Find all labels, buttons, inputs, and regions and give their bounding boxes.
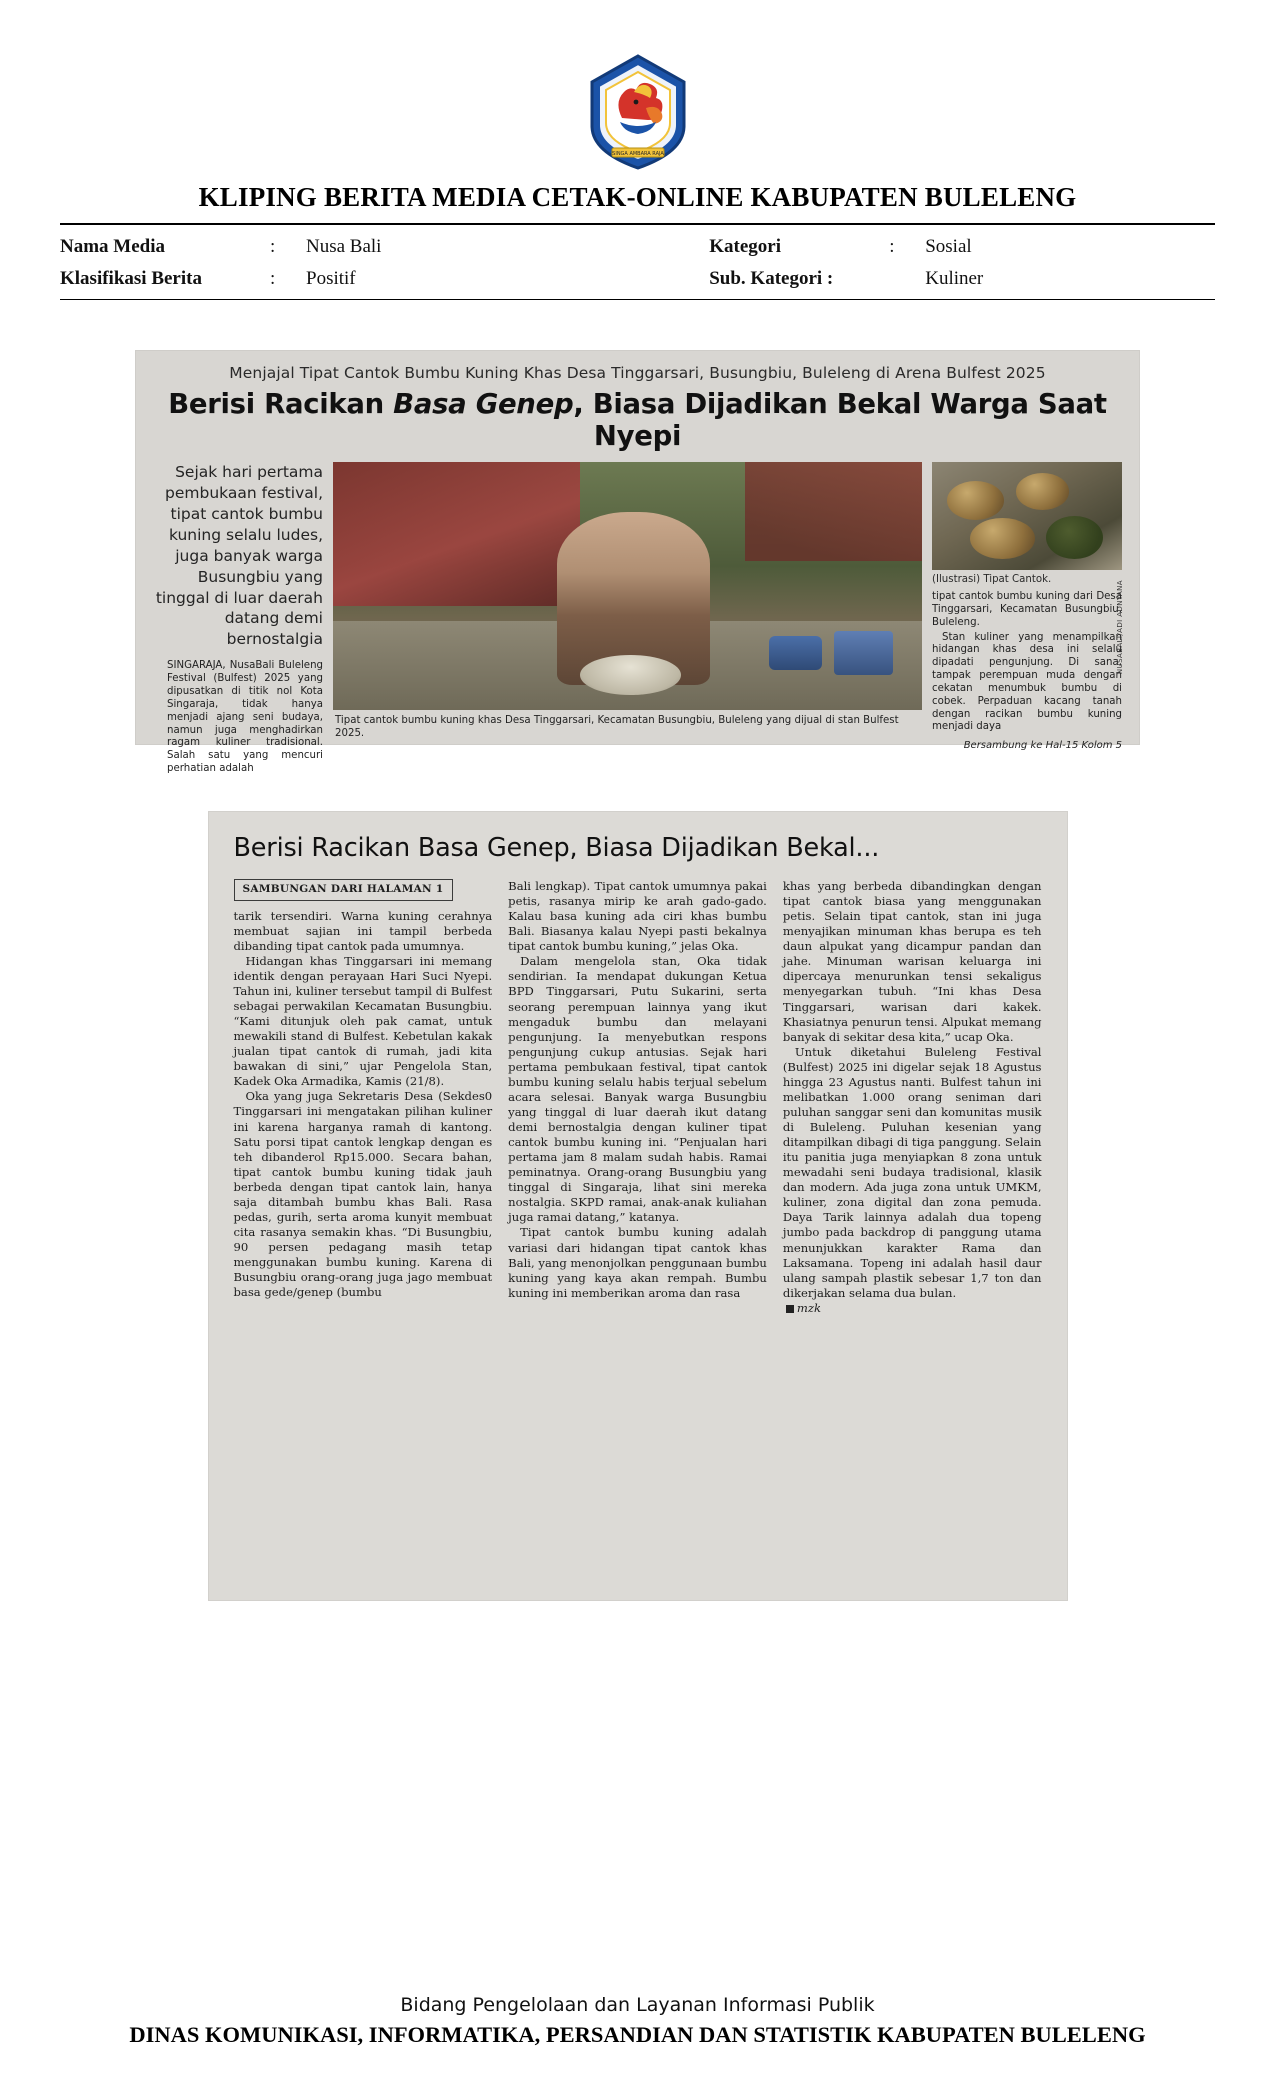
right-paragraph-2: Stan kuliner yang menampilkan hidangan khas desa ini selalu dipadati pengunjung. Di sana, tampak perempuan muda dengan cekatan menumbuk bumbu di cobek. Perpaduan kacang tanah dengan racikan bumbu kuning menjadi daya [932,631,1122,733]
clipping1-lead-body: SINGARAJA, NusaBali Buleleng Festival (Bulfest) 2025 yang dipusatkan di titik nol Kota Singaraja, tidak hanya menjadi ajang seni budaya, namun juga menghadirkan ragam kuliner tradisional. Salah satu yang mencuri perhatian adalah [167,660,323,775]
c1-paragraph-2: Hidangan khas Tinggarsari ini memang identik dengan perayaan Hari Suci Nyepi. Tahun ini, kuliner tersebut tampil di Bulfest sebagai perwakilan Kecamatan Busungbiu. “Kami ditunjuk oleh pak camat, untuk mewakili stand di Bulfest. Kebetulan kakak jualan tipat cantok di rumah, jadi kita bawakan di sini,” ujar Pengelola Stan, Kadek Oka Armadika, Kamis (21/8). [233,953,493,1089]
clipping1-center-column [333,462,922,776]
c3-paragraph-2: Untuk diketahui Buleleng Festival (Bulfest) 2025 ini digelar sejak 18 Agustus hingga 23 Agustus nanti. Bulfest tahun ini melibatkan 1.000 orang seniman dari puluhan sanggar seni dan komunitas musik di Buleleng. Puluhan kesenian yang ditampilkan dibagi di tiga panggung. Selain itu panitia juga menyiapkan 8 zona untuk mewadahi seni budaya tradisional, klasik dan modern. Ada juga zona untuk UMKM, kuliner, zona digital dan zona pemuda. Daya Tarik lainnya adalah dua topeng jumbo pada backdrop di panggung utama menunjukkan karakter Rama dan Laksamana. Topeng ini adalah hasil daur ulang sampah plastik sebesar 1,7 ton dan dikerjakan selama dua bulan. [782,1044,1042,1300]
footer-line-1: Bidang Pengelolaan dan Layanan Informasi Publik [400,1994,875,2016]
illustration-item-4 [1046,516,1103,559]
headline-italic: Basa Genep [393,388,574,420]
news-photo-caption: Tipat cantok bumbu kuning khas Desa Tinggarsari, Kecamatan Busungbiu, Buleleng yang dijual di stan Bulfest 2025. [335,715,899,739]
byline: mzk [796,1300,821,1315]
end-mark-icon [786,1305,794,1313]
label-klasifikasi-berita: Klasifikasi Berita [60,268,202,289]
colon-2: : [889,236,895,257]
table-row [60,231,1215,263]
clipping2-column-2 [508,879,767,1316]
label-sub-kategori: Sub. Kategori : [709,268,834,289]
clipping2-column-1 [234,879,493,1316]
page-footer [60,1994,1215,2048]
label-kategori: Kategori [709,236,781,257]
clipping1-right-text [932,591,1122,734]
logo-container [60,52,1215,172]
news-photo-illustration [932,462,1122,570]
right-paragraph-1: tipat cantok bumbu kuning dari Desa Tinggarsari, Kecamatan Busungbiu, Buleleng. [932,591,1122,628]
table-row [60,263,1215,295]
clipping1-right-column [932,462,1122,776]
buleleng-emblem-icon [584,52,692,172]
clipping2-column-3 [783,879,1042,1316]
byline-line [783,1301,1042,1316]
headline-part-1: Berisi Racikan [168,388,394,420]
photo-food-bowl [580,655,680,695]
metadata-table [60,231,1215,295]
news-photo-main [333,462,922,710]
clipping1-lead: Sejak hari pertama pembukaan festival, tipat cantok bumbu kuning selalu ludes, juga banyak warga Busungbiu yang tinggal di luar daerah datang demi bernostalgia [155,463,323,649]
news-clipping-continuation [208,811,1068,1601]
c2-paragraph-3: Tipat cantok bumbu kuning adalah variasi dari hidangan tipat cantok khas Bali, yang menonjolkan penggunaan bumbu kuning yang kaya akan rempah. Bumbu kuning ini memberikan aroma dan rasa [508,1225,767,1300]
colon-4 [889,263,911,295]
colon-1: : [270,236,276,257]
clipping1-left-column [153,462,323,776]
photo-backdrop-right [745,462,922,561]
colon-3: : [270,268,276,289]
c1-paragraph-1: tarik tersendiri. Warna kuning cerahnya membuat sajian ini tampil berbeda dibanding tipat cantok pada umumnya. [233,908,493,953]
c3-paragraph-1: khas yang berbeda dibandingkan dengan tipat cantok biasa yang menggunakan petis. Selain tipat cantok, stan ini juga menyajikan minuman khas berupa es teh daun alpukat yang dicampur pandan dan jahe. Minuman warisan keluarga ini dipercaya menurunkan tensi sekaligus menyegarkan tubuh. “Ini khas Desa Tinggarsari, warisan dari kakek. Khasiatnya penurun tensi. Alpukat memang banyak di sekitar desa kita,” ucap Oka. [782,879,1042,1044]
headline-part-2: , Biasa Dijadikan Bekal Warga Saat Nyepi [573,388,1107,452]
footer-line-2: DINAS KOMUNIKASI, INFORMATIKA, PERSANDIAN DAN STATISTIK KABUPATEN BULELENG [129,2022,1146,2047]
illustration-item-2 [1016,473,1069,510]
clipping1-kicker: Menjajal Tipat Cantok Bumbu Kuning Khas Desa Tinggarsari, Busungbiu, Buleleng di Arena Bulfest 2025 [229,364,1046,382]
clipping2-headline: Berisi Racikan Basa Genep, Biasa Dijadikan Bekal... [233,833,880,863]
c1-paragraph-3: Oka yang juga Sekretaris Desa (Sekdes0 Tinggarsari ini mengatakan pilihan kuliner ini karena harganya ramah di kantong. Satu porsi tipat cantok lengkap dengan es teh dibanderol Rp15.000. Secara bahan, tipat cantok bumbu kuning tidak jauh berbeda dengan tipat cantok lain, hanya saja ditambah bumbu khas Bali. Rasa pedas, gurih, serta aroma kunyit membuat cita rasanya semakin khas. “Di Busungbiu, 90 persen pedagang masih tetap menggunakan bumbu kuning. Karena di Busungbiu orang-orang juga jago membuat basa gede/genep (bumbu [233,1089,493,1300]
photo-credit: NUSABALI/ADI ADNYANA [1116,580,1124,675]
clipping1-headline [153,388,1122,452]
value-kategori: Sosial [925,236,972,257]
photo-bucket [834,631,893,676]
label-nama-media: Nama Media [60,236,166,257]
continuation-badge: SAMBUNGAN DARI HALAMAN 1 [234,879,453,901]
title-divider [60,223,1215,225]
photo-backdrop-left [333,462,580,606]
photo-pot [769,636,822,671]
illustration-item-1 [947,481,1004,520]
page-title: KLIPING BERITA MEDIA CETAK-ONLINE KABUPATEN BULELENG [198,182,1077,212]
clipping2-columns [234,879,1042,1316]
value-klasifikasi-berita: Positif [306,268,356,289]
c2-paragraph-2: Dalam mengelola stan, Oka tidak sendirian. Ia mendapat dukungan Ketua BPD Tinggarsari, Putu Sukarini, serta seorang perempuan lainnya yang ikut mengaduk bumbu dan melayani pengunjung. Ia menyebutkan respons pengunjung cukup antusias. Sejak hari pertama pembukaan festival, tipat cantok bumbu kuning selalu habis terjual sebelum acara selesai. Banyak warga Busungbiu yang tinggal di luar daerah ikut datang demi bernostalgia dengan kuliner tipat cantok bumbu kuning ini. “Penjualan hari pertama jam 8 malam sudah habis. Ramai peminatnya. Orang-orang Busungbiu yang tinggal di Singaraja, lihat sini mereka nostalgia. SKPD ramai, anak-anak kuliahan juga ramai datang,” katanya. [508,954,767,1225]
meta-divider [60,299,1215,300]
continuation-note: Bersambung ke Hal-15 Kolom 5 [963,740,1122,752]
illustration-caption: (Ilustrasi) Tipat Cantok. [932,574,1052,585]
value-sub-kategori: Kuliner [925,268,984,289]
value-nama-media: Nusa Bali [306,236,382,257]
illustration-item-3 [970,518,1035,559]
svg-text:SINGA AMBARA RAJA: SINGA AMBARA RAJA [611,151,664,157]
news-clipping-front-page [135,350,1140,775]
clipping1-body [153,462,1122,776]
c2-paragraph-1: Bali lengkap). Tipat cantok umumnya pakai petis, rasanya mirip ke arah gado-gado. Kalau basa kuning ada ciri khas bumbu Bali. Biasanya kalau Nyepi pasti bekalnya tipat cantok bumbu kuning,” jelas Oka. [508,879,767,954]
